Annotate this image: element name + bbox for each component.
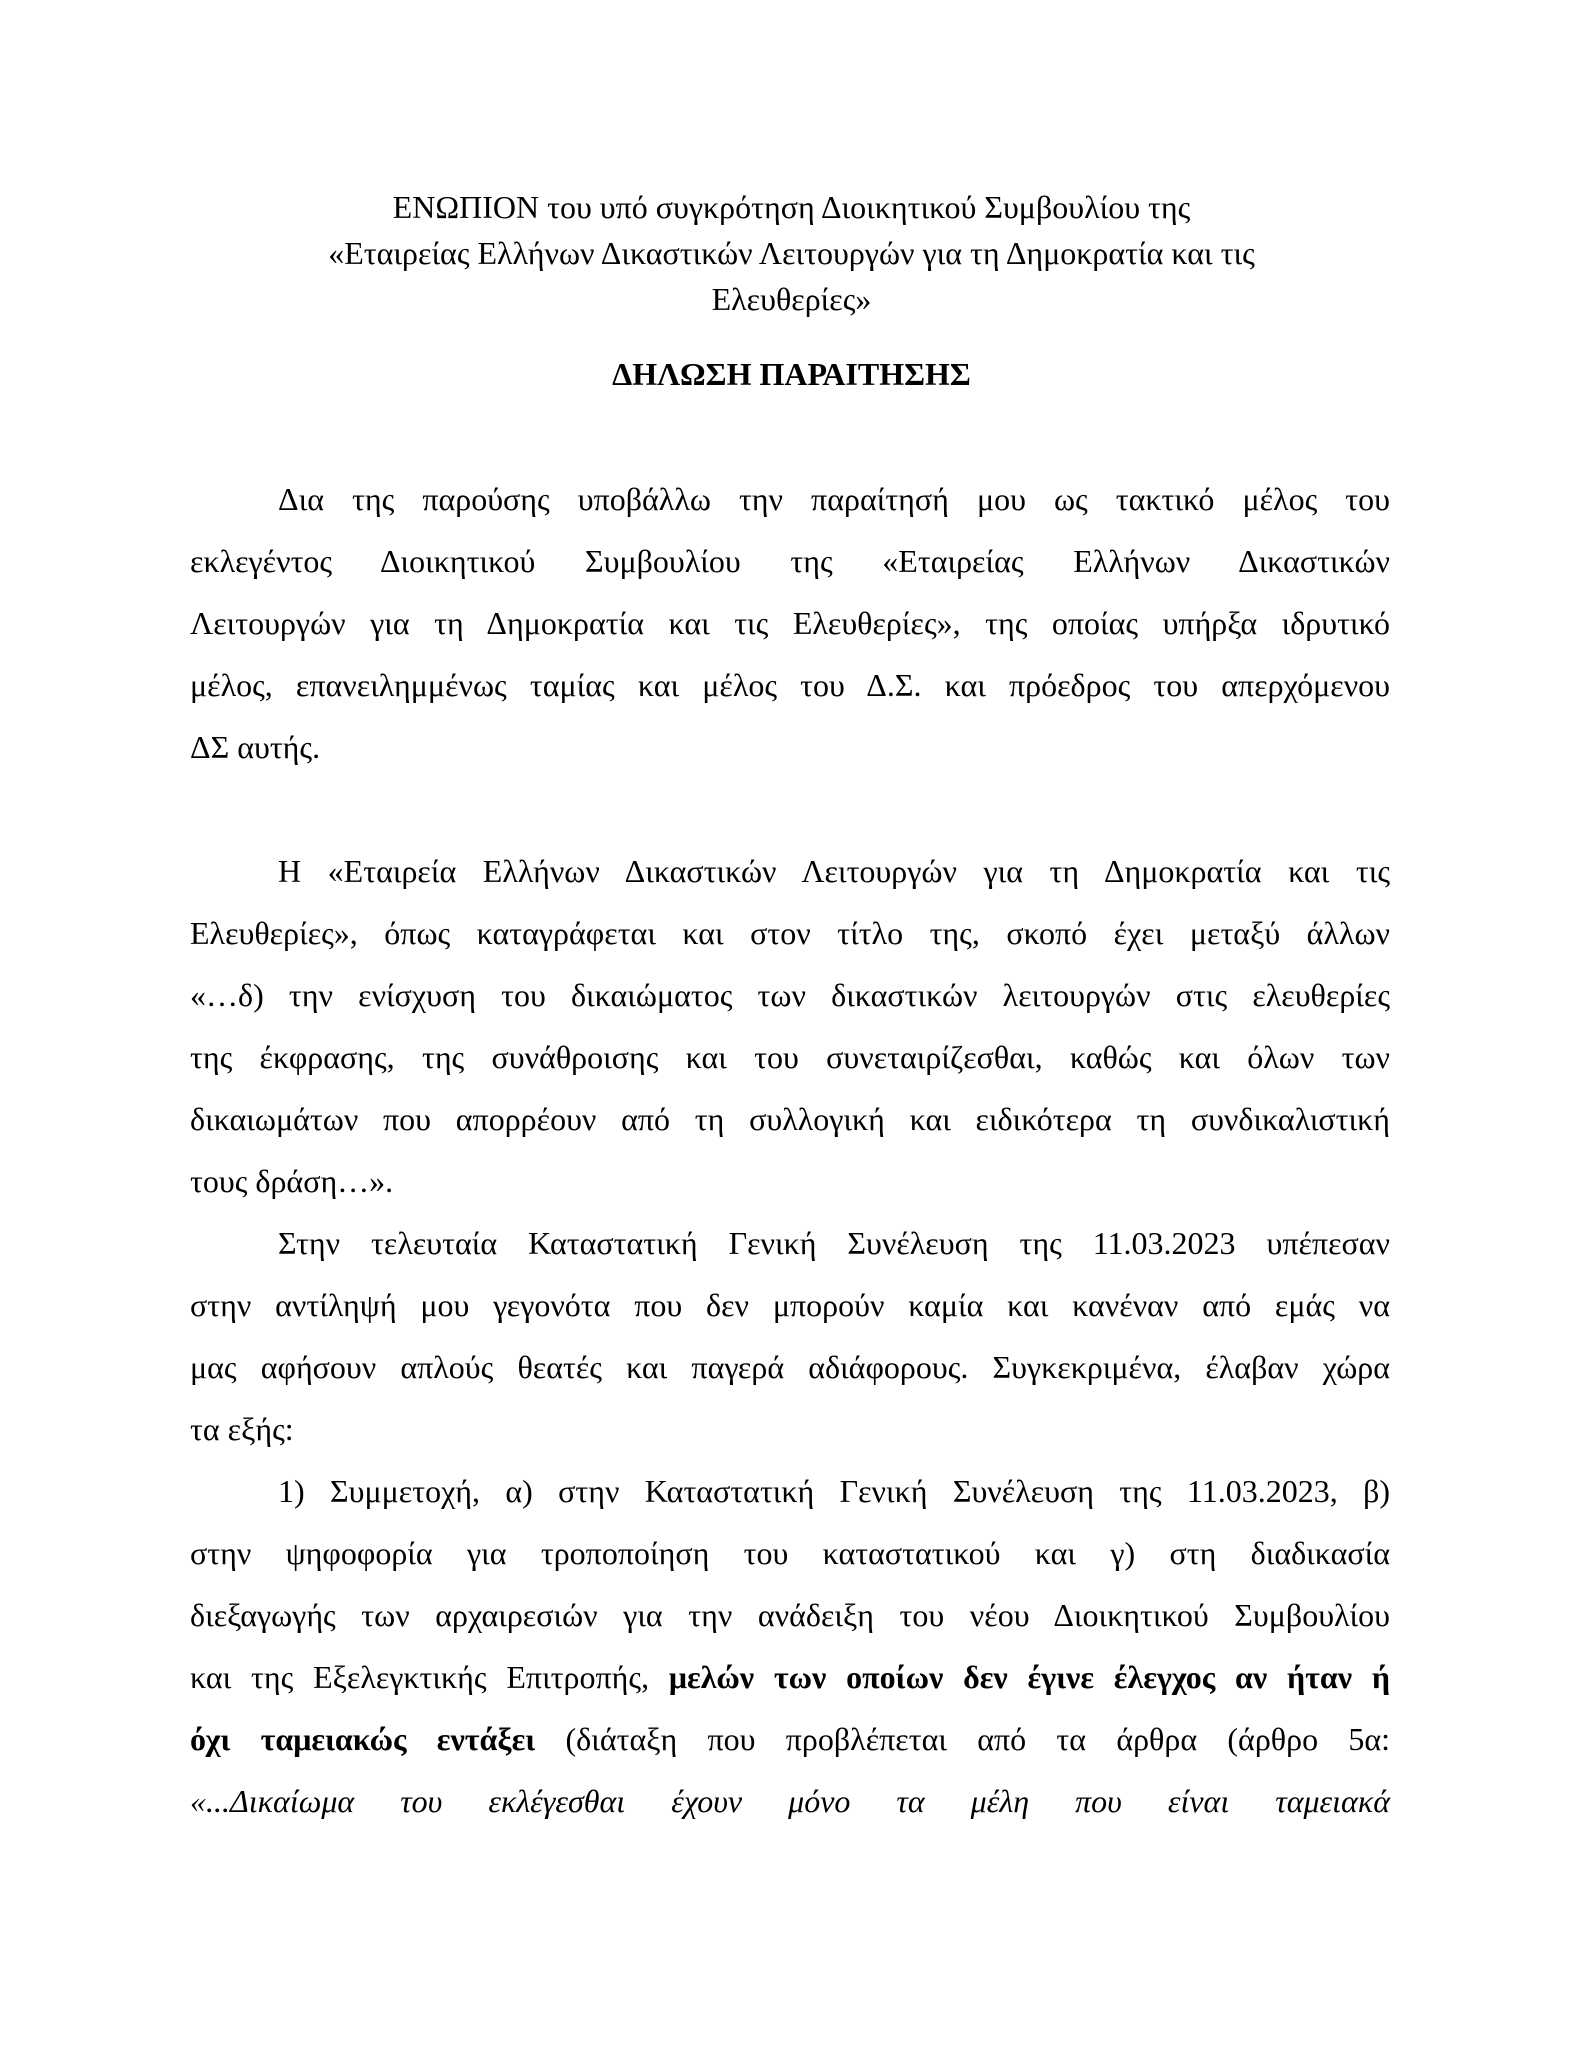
paragraph-events: [190, 1212, 1390, 1460]
text-line: Δια της παρούσης υποβάλλω την παραίτησή μου ως τακτικό μέλος του: [278, 481, 1390, 517]
addressee-header: [200, 184, 1383, 322]
paragraph-purpose: [190, 840, 1390, 1212]
paragraph-resignation: [190, 468, 1390, 778]
text-line: 1) Συμμετοχή, α) στην Καταστατική Γενική Συνέλευση της 11.03.2023, β): [278, 1473, 1390, 1509]
text-bold: μελών των οποίων δεν έγινε έλεγχος αν ήταν ή: [668, 1659, 1391, 1695]
text-line: στην αντίληψή μου γεγονότα που δεν μπορούν καμία και κανέναν από εμάς να: [190, 1287, 1390, 1323]
text-line: Ελευθερίες», όπως καταγράφεται και στον τίτλο της, σκοπό έχει μεταξύ άλλων: [190, 915, 1390, 951]
text-line-italic: «...Δικαίωμα του εκλέγεσθαι έχουν μόνο τα μέλη που είναι ταμειακά: [190, 1783, 1390, 1819]
document-title: ΔΗΛΩΣΗ ΠΑΡΑΙΤΗΣΗΣ: [612, 356, 971, 392]
text-line: της έκφρασης, της συνάθροισης και του συνεταιρίζεσθαι, καθώς και όλων των: [190, 1039, 1390, 1075]
header-line: ΕΝΩΠΙΟΝ του υπό συγκρότηση Διοικητικού Συμβουλίου της: [392, 189, 1191, 225]
text-line: στην ψηφοφορία για τροποποίηση του καταστατικού και γ) στη διαδικασία: [190, 1535, 1390, 1571]
text-line: Η «Εταιρεία Ελλήνων Δικαστικών Λειτουργών για τη Δημοκρατία και τις: [278, 853, 1390, 889]
text-line: [190, 1646, 1390, 1708]
text-line: [190, 1708, 1390, 1770]
text-line: μας αφήσουν απλούς θεατές και παγερά αδιάφορους. Συγκεκριμένα, έλαβαν χώρα: [190, 1349, 1390, 1385]
paragraph-item-1: [190, 1460, 1390, 1832]
text-line: μέλος, επανειλημμένως ταμίας και μέλος του Δ.Σ. και πρόεδρος του απερχόμενου: [190, 667, 1390, 703]
text-line: διεξαγωγής των αρχαιρεσιών για την ανάδειξη του νέου Διοικητικού Συμβουλίου: [190, 1597, 1390, 1633]
text-line: εκλεγέντος Διοικητικού Συμβουλίου της «Εταιρείας Ελλήνων Δικαστικών: [190, 543, 1390, 579]
text-line: Λειτουργών για τη Δημοκρατία και τις Ελευθερίες», της οποίας υπήρξα ιδρυτικό: [190, 605, 1390, 641]
text-normal: και της Εξελεγκτικής Επιτροπής,: [190, 1659, 669, 1695]
text-normal: (διάταξη που προβλέπεται από τα άρθρα (άρθρο 5α:: [535, 1721, 1391, 1757]
text-line: δικαιωμάτων που απορρέουν από τη συλλογική και ειδικότερα τη συνδικαλιστική: [190, 1101, 1390, 1137]
header-line: Ελευθερίες»: [711, 281, 872, 317]
text-line: Στην τελευταία Καταστατική Γενική Συνέλευση της 11.03.2023 υπέπεσαν: [278, 1225, 1390, 1261]
text-line: «…δ) την ενίσχυση του δικαιώματος των δικαστικών λειτουργών στις ελευθερίες: [190, 977, 1390, 1013]
text-line: ΔΣ αυτής.: [190, 729, 321, 765]
text-line: τα εξής:: [190, 1411, 294, 1447]
text-line: τους δράση…».: [190, 1163, 394, 1199]
header-line: «Εταιρείας Ελλήνων Δικαστικών Λειτουργών για τη Δημοκρατία και τις: [328, 235, 1255, 271]
text-bold: όχι ταμειακώς εντάξει: [190, 1721, 536, 1757]
